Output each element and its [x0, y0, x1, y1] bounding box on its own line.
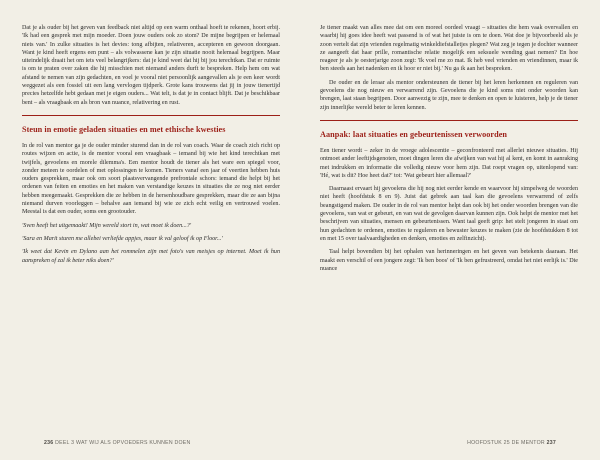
section-rule: [22, 115, 280, 116]
body-paragraph: Je tiener maakt van alles mee dat om een moreel oordeel vraagt – situaties die hem vaak overvallen en waarbij hij goes idee heeft wat passend is of wat het juiste is om te doen. Wat doe je bijvoorbeeld als je zoon vertelt dat zijn vrienden regelmatig winkeldiefstalletjes plegen? Wat zeg je tegen je dochter wanneer ze aangeeft dat haar prille, romantische relatie mogelijk een seksuele wending gaat nemen? En hoe reageer je als je oesterjarige zoon zegt: 'Ik voel me zo mat. Ik heb veel vrienden en vriendinnen, maar ik ben steeds aan het nadenken en ik hoor er niet bij.' Nu ga ik aan het bespreken.: [320, 25, 578, 73]
quote-line: 'Sara en Marit sturen me allebei verliefde appjes, maar ik val geloof ik op Floor...': [22, 235, 223, 242]
left-page: [22, 24, 300, 460]
right-page-footer: [467, 440, 556, 446]
running-head: DEEL 3 WAT WIJ ALS OPVOEDERS KUNNEN DOEN: [55, 440, 191, 446]
page-number: 237: [546, 440, 556, 446]
left-page-footer: [44, 440, 191, 446]
body-paragraph: Daarnaast ervaart hij gevoelens die hij nog niet eerder kende en waarvoor hij simpelweg de woorden niet heeft (hoofdstuk 8 en 9). Juist dat gebrek aan taal kan die gevoelens verwarrend of zelfs beangstigend maken. De ouder in de rol van mentor helpt dan ook bij het onder woorden brengen van die gevoelens, van wat er gebeurt, en van wat de gevolgen daarvan kunnen zijn. Ook helpt de mentor met het beschrijven van situaties, mensen en gebeurtenissen. Want taal geeft grip: het stelt jongeren in staat om hun gedachten te ordenen, emoties te reguleren en bewuster keuzes te maken (zie de hoofdstukken 8 tot en met 15 over taalvaardigheden en denken, emoties en zelfinzicht).: [320, 186, 578, 242]
body-paragraph: Dat je als ouder bij het geven van feedback niet altijd op een warm onthaal hoeft te rekenen, hoort erbij. 'Ik had een gesprek met mijn moeder. Doen jouw ouders ook zo stom? De mijne begrijpen er helemaal niets van.' In zulke situaties is het devies: tong afbijten, relativeren, accepteren en gewoon doorgaan. Want je kind heeft ergens een punt – als volwassene kan je zijn situatie nooit helemaal begrijpen. Maar uiteindelijk draait het om iets veel belangrijkers: dat je kind weet dat hij bij jou terechtkan. Dat er ruimte is om te praten over zaken die hij misschien met niemand anders durft te bespreken. Help hem om wat afstand te nemen van zijn gedachten, en voel je vooral niet persoonlijk aangevallen als je een keer wordt weggezet als een fossiel uit een lang vervlogen tijdperk. Grote kans trouwens dat jij in jouw tienertijd precies hetzelfde hebt gedaan met je eigen ouders... Wat telt, is dat je in contact blijft. Dat je beschikbaar bent – als vraagbaak en als bron van nuance, relativering en rust.: [22, 25, 280, 106]
section-heading: Aanpak: laat situaties en gebeurtenissen verwoorden: [320, 129, 507, 139]
body-paragraph: Taal helpt bovendien bij het ophalen van herinneringen en het geven van betekenis daaraan. Het maakt een verschil of een jongere zegt: 'Ik ben boos' of 'Ik ben gefrustreerd, omdat het niet eerlijk is.' Die nuance: [320, 249, 578, 272]
right-page-column: [320, 24, 578, 460]
body-paragraph: In de rol van mentor ga je de ouder minder sturend dan in de rol van coach. Waar de coach zich richt op routes wijzen en actie, is de mentor vooral een vraagbaak – iemand bij wie het kind terechtkan met twijfels, gevoelens en morele dilemma's. Een mentor houdt de tiener als het ware een spiegel voor, zonder meteen te oordelen of met oplossingen te komen. Tieners vanaf een jaar of veertien hebben huis ouders gesprekken, maar ook om soort plaatsvervangende prefrontale schors: iemand die helpt bij het ordenen van feiten en emoties en het maken van verstandige keuzes in situaties die ze nog niet eerder hebben meegemaakt. Gesprekken die ze hebben in de hersenhoudbare gesprekken, maar die ze aan bijna niemand durven voorleggen – behalve aan iemand bij wie ze zich echt veilig en vertrouwd voelen. Meestal is dat een ouder, soms een grootouder.: [22, 142, 280, 216]
quote-line: 'Sven heeft het uitgemaakt! Mijn wereld stort in, wat moet ik doen...?': [22, 222, 192, 229]
body-paragraph: De ouder en de leraar als mentor ondersteunen de tiener bij het leren herkennen en reguleren van gevoelens die nog nieuw en verwarrend zijn. Gevoelens die je kind soms niet onder woorden kan brengen, laat staan begrijpen. Door aanwezig te zijn, mee te denken en open te luisteren, help je de tiener zijn innerlijke wereld beter te leren kennen.: [320, 79, 578, 111]
page-number: 236: [44, 440, 54, 446]
section-heading: Steun in emotie geladen situaties en met ethische kwesties: [22, 124, 226, 134]
right-page: [300, 24, 578, 460]
section-rule: [320, 120, 578, 121]
body-paragraph: Een tiener wordt – zeker in de vroege adolescentie – geconfronteerd met allerlei nieuwe situaties. Hij ontmoet ander leeftijdsgenoten, moet dingen leren die afwijken van wat hij al kent, en komt in aanraking met indrukken en informatie die volledig nieuw voor hem zijn. Dat roept vragen op, uitenlopend van: 'Hé, wat is dit? Hoe heet dat?' tot: 'Wat gebeurt hier allemaal?': [320, 147, 578, 179]
quote-line: 'Ik weet dat Kevin en Dylano aan het rommelen zijn met foto's van meisjes op internet. Moet ik hun aanspreken of zal ik beter niks doen?': [22, 249, 280, 264]
left-page-column: [22, 24, 280, 460]
quote-block: [22, 222, 280, 265]
running-head: HOOFDSTUK 25 DE MENTOR: [467, 440, 545, 446]
